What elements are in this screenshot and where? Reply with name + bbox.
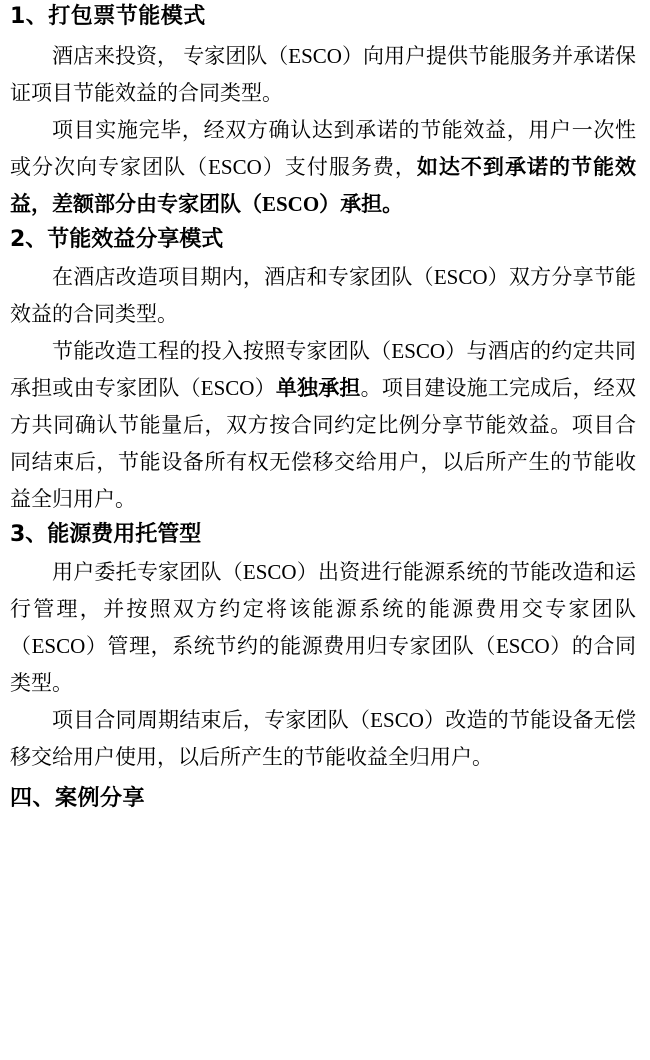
section-heading-3: 3、能源费用托管型 (10, 522, 202, 547)
text-run-bold: 单独承担 (275, 376, 361, 400)
text-run: 酒店来投资， 专家团队（ESCO）向用户提供节能服务并承诺保证项目节能效益的合同类型。 (10, 44, 636, 105)
section-heading-1: 1、打包票节能模式 (10, 4, 206, 29)
text-run: 项目合同周期结束后，专家团队（ESCO）改造的节能设备无偿移交给用户使用，以后所产生的节能收益全归用户。 (10, 708, 636, 769)
paragraph (10, 702, 636, 776)
document-section-1 (10, 2, 636, 223)
text-run: 在酒店改造项目期内，酒店和专家团队（ESCO）双方分享节能效益的合同类型。 (10, 265, 636, 326)
paragraph (10, 259, 636, 333)
text-run: 用户委托专家团队（ESCO）出资进行能源系统的节能改造和运行管理，并按照双方约定将该能源系统的能源费用交专家团队（ESCO）管理，系统节约的能源费用归专家团队（ESCO）的合同类型。 (10, 560, 636, 695)
text-run: 节能改造工程的投入按照专家团队（ESCO）与酒店的约定共同承担或由专家团队（ESCO） (10, 339, 636, 400)
document-section-3 (10, 520, 636, 776)
text-run: 。项目建设施工完成后，经双方共同确认节能量后，双方按合同约定比例分享节能效益。项目合同结束后，节能设备所有权无偿移交给用户，以后所产生的节能收益全归用户。 (10, 376, 637, 511)
final-section-heading: 四、案例分享 (10, 786, 146, 811)
paragraph (10, 38, 636, 112)
document-section-2 (10, 225, 636, 518)
paragraph (10, 333, 636, 518)
paragraph (10, 554, 636, 702)
text-run-bold: 如达不到承诺的节能效益，差额部分由专家团队（ESCO）承担。 (10, 155, 636, 216)
paragraph (10, 112, 636, 223)
text-run: 项目实施完毕，经双方确认达到承诺的节能效益，用户一次性或分次向专家团队（ESCO）支付服务费， (10, 118, 636, 179)
section-heading-2: 2、节能效益分享模式 (10, 227, 224, 252)
